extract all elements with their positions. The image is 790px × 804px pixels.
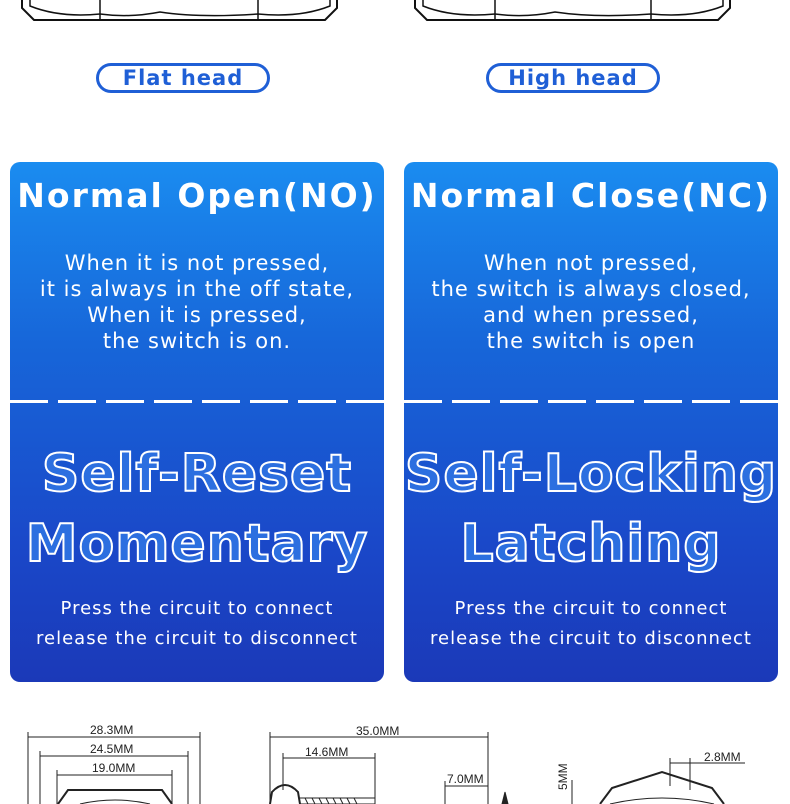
card-title: Normal Open(NO)	[17, 176, 377, 215]
dashed-divider	[10, 400, 384, 403]
card-footer	[404, 594, 778, 654]
high-head-label: High head	[486, 63, 660, 93]
mode-title-line2: Latching	[460, 514, 722, 574]
dimension-label: 2.8MM	[704, 750, 741, 764]
dimension-label: 35.0MM	[356, 724, 400, 738]
normal-close-card	[404, 162, 778, 682]
dimension-label: 24.5MM	[90, 742, 134, 756]
footer-line1: Press the circuit to connect	[60, 598, 334, 619]
card-description: When not pressed, the switch is always closed, and when pressed, the switch is open	[431, 251, 751, 353]
dimension-label: 28.3MM	[90, 723, 134, 737]
mode-title-line1: Self-Reset	[41, 444, 353, 504]
dimension-label: 19.0MM	[92, 761, 136, 775]
dimension-label: 5MM	[556, 763, 570, 790]
normal-open-card	[10, 162, 384, 682]
card-description: When it is not pressed, it is always in the off state, When it is pressed, the switch is on.	[39, 251, 355, 353]
flat-head-label: Flat head	[96, 63, 270, 93]
dashed-divider	[404, 400, 778, 403]
card-footer	[10, 594, 384, 654]
mode-title-line2: Momentary	[25, 514, 369, 574]
footer-line2: release the circuit to disconnect	[430, 628, 752, 649]
flat-head-product-outline	[0, 0, 790, 30]
footer-line1: Press the circuit to connect	[454, 598, 728, 619]
footer-line2: release the circuit to disconnect	[36, 628, 358, 649]
card-title: Normal Close(NC)	[410, 176, 772, 215]
dimension-label: 7.0MM	[447, 772, 484, 786]
mode-title-line1: Self-Locking	[404, 444, 778, 504]
dimension-label: 14.6MM	[305, 745, 349, 759]
